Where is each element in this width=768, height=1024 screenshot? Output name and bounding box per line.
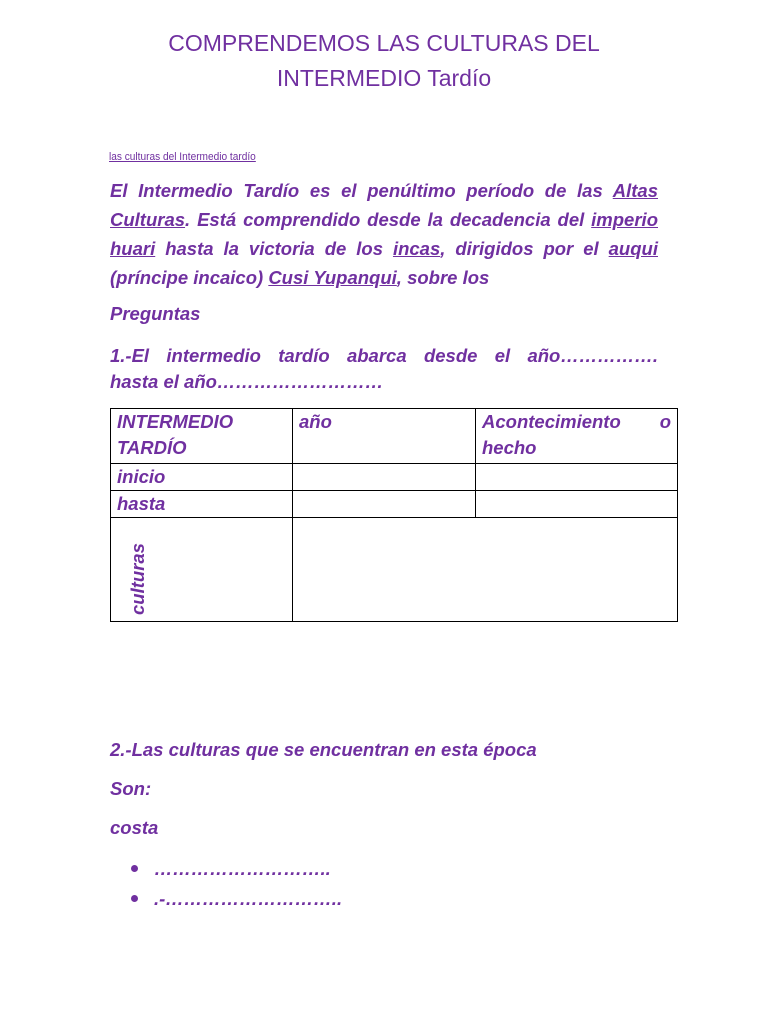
link-incas[interactable]: incas [392, 238, 441, 259]
intro-text-6: , sobre los [396, 267, 490, 288]
link-auqui[interactable]: auqui [608, 238, 658, 259]
bullet-icon [131, 865, 138, 872]
row-inicio-label: inicio [111, 464, 293, 491]
question-2-son: Son: [110, 778, 152, 799]
intro-text-1: El Intermedio Tardío es el penúltimo período de las [110, 180, 613, 201]
intro-paragraph [110, 176, 658, 292]
question-1-line1: 1.-El intermedio tardío abarca desde el año……………. [110, 345, 658, 366]
row-culturas-label [111, 518, 293, 622]
link-imperio-huari[interactable]: imperio huari [110, 209, 658, 259]
bullet-text-2: .-……………………….. [154, 888, 343, 909]
culturas-vertical-label: culturas [127, 543, 148, 615]
page-title-line1: COMPRENDEMOS LAS CULTURAS DEL [168, 30, 600, 56]
link-cusi-yupanqui[interactable]: Cusi Yupanqui [268, 267, 397, 288]
intro-text-4: , dirigidos por el [440, 238, 609, 259]
row-hasta-label: hasta [111, 491, 293, 518]
header-intermedio-tardio: INTERMEDIO TARDÍO [111, 409, 293, 464]
question-2-costa: costa [110, 817, 159, 838]
page-title-line2: INTERMEDIO Tardío [276, 65, 492, 91]
question-2-line1: 2.-Las culturas que se encuentran en esta época [110, 739, 537, 760]
row-hasta-hecho[interactable] [476, 491, 678, 518]
row-culturas-content[interactable] [293, 518, 678, 622]
bullet-text-1: ……………………….. [154, 858, 331, 879]
link-altas-culturas[interactable]: Altas Culturas [110, 180, 658, 230]
intermedio-table [110, 408, 678, 622]
row-inicio-hecho[interactable] [476, 464, 678, 491]
question-1-line2: hasta el año……………………… [110, 371, 384, 392]
row-inicio-ano[interactable] [293, 464, 476, 491]
list-item [131, 858, 331, 880]
preguntas-heading: Preguntas [110, 303, 201, 324]
intro-text-5: (príncipe incaico) [110, 267, 269, 288]
list-item [131, 888, 342, 910]
culturas-link[interactable]: las culturas del Intermedio tardío [109, 151, 256, 163]
intro-text-2: . Está comprendido desde la decadencia del [185, 209, 592, 230]
header-ano: año [293, 409, 476, 464]
header-acontecimiento: Acontecimiento o hecho [476, 409, 678, 464]
row-hasta-ano[interactable] [293, 491, 476, 518]
intro-text-3: hasta la victoria de los [155, 238, 393, 259]
bullet-icon [131, 895, 138, 902]
